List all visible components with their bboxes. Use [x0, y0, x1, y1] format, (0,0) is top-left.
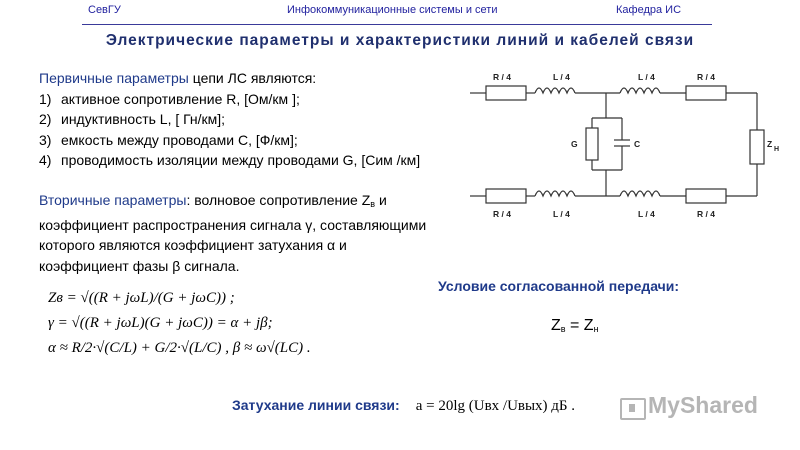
- inductor-l4-bottom-right: [620, 191, 660, 196]
- label-l4-bottom-left: L / 4: [553, 209, 570, 219]
- resistor-r4-bottom-right: [686, 189, 726, 203]
- label-l4-top-left: L / 4: [553, 72, 570, 82]
- label-r4-bottom-left: R / 4: [493, 209, 511, 219]
- label-g: G: [571, 139, 578, 149]
- list-number: 2): [39, 111, 52, 127]
- list-text: проводимость изоляции между проводами G, [Сим /км]: [61, 152, 421, 168]
- inductor-l4-top-left: [535, 88, 575, 93]
- label-r4-bottom-right: R / 4: [697, 209, 715, 219]
- list-number: 3): [39, 131, 52, 148]
- secondary-text-before: : волновое сопротивление Z: [186, 192, 371, 208]
- list-text: емкость между проводами C, [Ф/км];: [61, 131, 298, 148]
- header-right: Кафедра ИС: [616, 4, 682, 16]
- formula-propagation: γ = √((R + jωL)(G + jωC)) = α + jβ;: [48, 315, 273, 331]
- list-text: активное сопротивление R, [Ом/км ];: [61, 90, 300, 107]
- label-l4-top-right: L / 4: [638, 72, 655, 82]
- label-z-sub: Н: [774, 146, 780, 153]
- list-text: индуктивность L, [ Гн/км];: [61, 111, 226, 127]
- formula-wave-impedance: Zв = √((R + jωL)/(G + jωC)) ;: [48, 290, 235, 306]
- formula-alpha-beta: α ≈ R/2·√(C/L) + G/2·√(L/C) , β ≈ ω√(LC) .: [48, 340, 311, 356]
- primary-heading: Первичные параметры: [39, 70, 189, 86]
- inductor-l4-top-right: [620, 88, 660, 93]
- resistor-r4-top-right: [686, 86, 726, 100]
- secondary-heading: Вторичные параметры: [39, 192, 187, 208]
- label-l4-bottom-right: L / 4: [638, 209, 655, 219]
- label-c: C: [634, 139, 641, 149]
- watermark-text: MyShared: [648, 392, 758, 418]
- conductance-g: [586, 128, 598, 160]
- z-symbol: Z: [551, 317, 561, 334]
- slide-title: Электрические параметры и характеристики линий и кабелей связи: [105, 32, 695, 49]
- z-sub-n: н: [593, 324, 599, 334]
- list-number: 1): [39, 90, 52, 107]
- secondary-text-after: и коэффициент распространения сигнала γ, составляющими которого являются коэффициент затухания α и коэффициент фазы β сигнала.: [39, 192, 427, 274]
- resistor-r4-top-left: [486, 86, 526, 100]
- secondary-subscript: в: [370, 199, 376, 209]
- attenuation-label: Затухание линии связи: [232, 397, 396, 413]
- load-impedance: [750, 130, 764, 164]
- header-center: Инфокоммуникационные системы и сети: [287, 4, 498, 16]
- z-equals: = Z: [565, 317, 594, 334]
- label-r4-top-left: R / 4: [493, 72, 511, 82]
- label-r4-top-right: R / 4: [697, 72, 715, 82]
- matching-condition-label: Условие согласованной передачи:: [438, 278, 680, 294]
- attenuation-formula: a = 20lg (Uвх /Uвых) дБ .: [415, 398, 576, 414]
- z-sub-v: в: [560, 324, 566, 334]
- label-z: Z: [767, 139, 773, 149]
- attenuation-colon: :: [395, 397, 400, 413]
- primary-heading-rest: цепи ЛС являются:: [188, 70, 317, 86]
- resistor-r4-bottom-left: [486, 189, 526, 203]
- list-number: 4): [39, 152, 52, 168]
- inductor-l4-bottom-left: [535, 191, 575, 196]
- header-left: СевГУ: [88, 4, 121, 16]
